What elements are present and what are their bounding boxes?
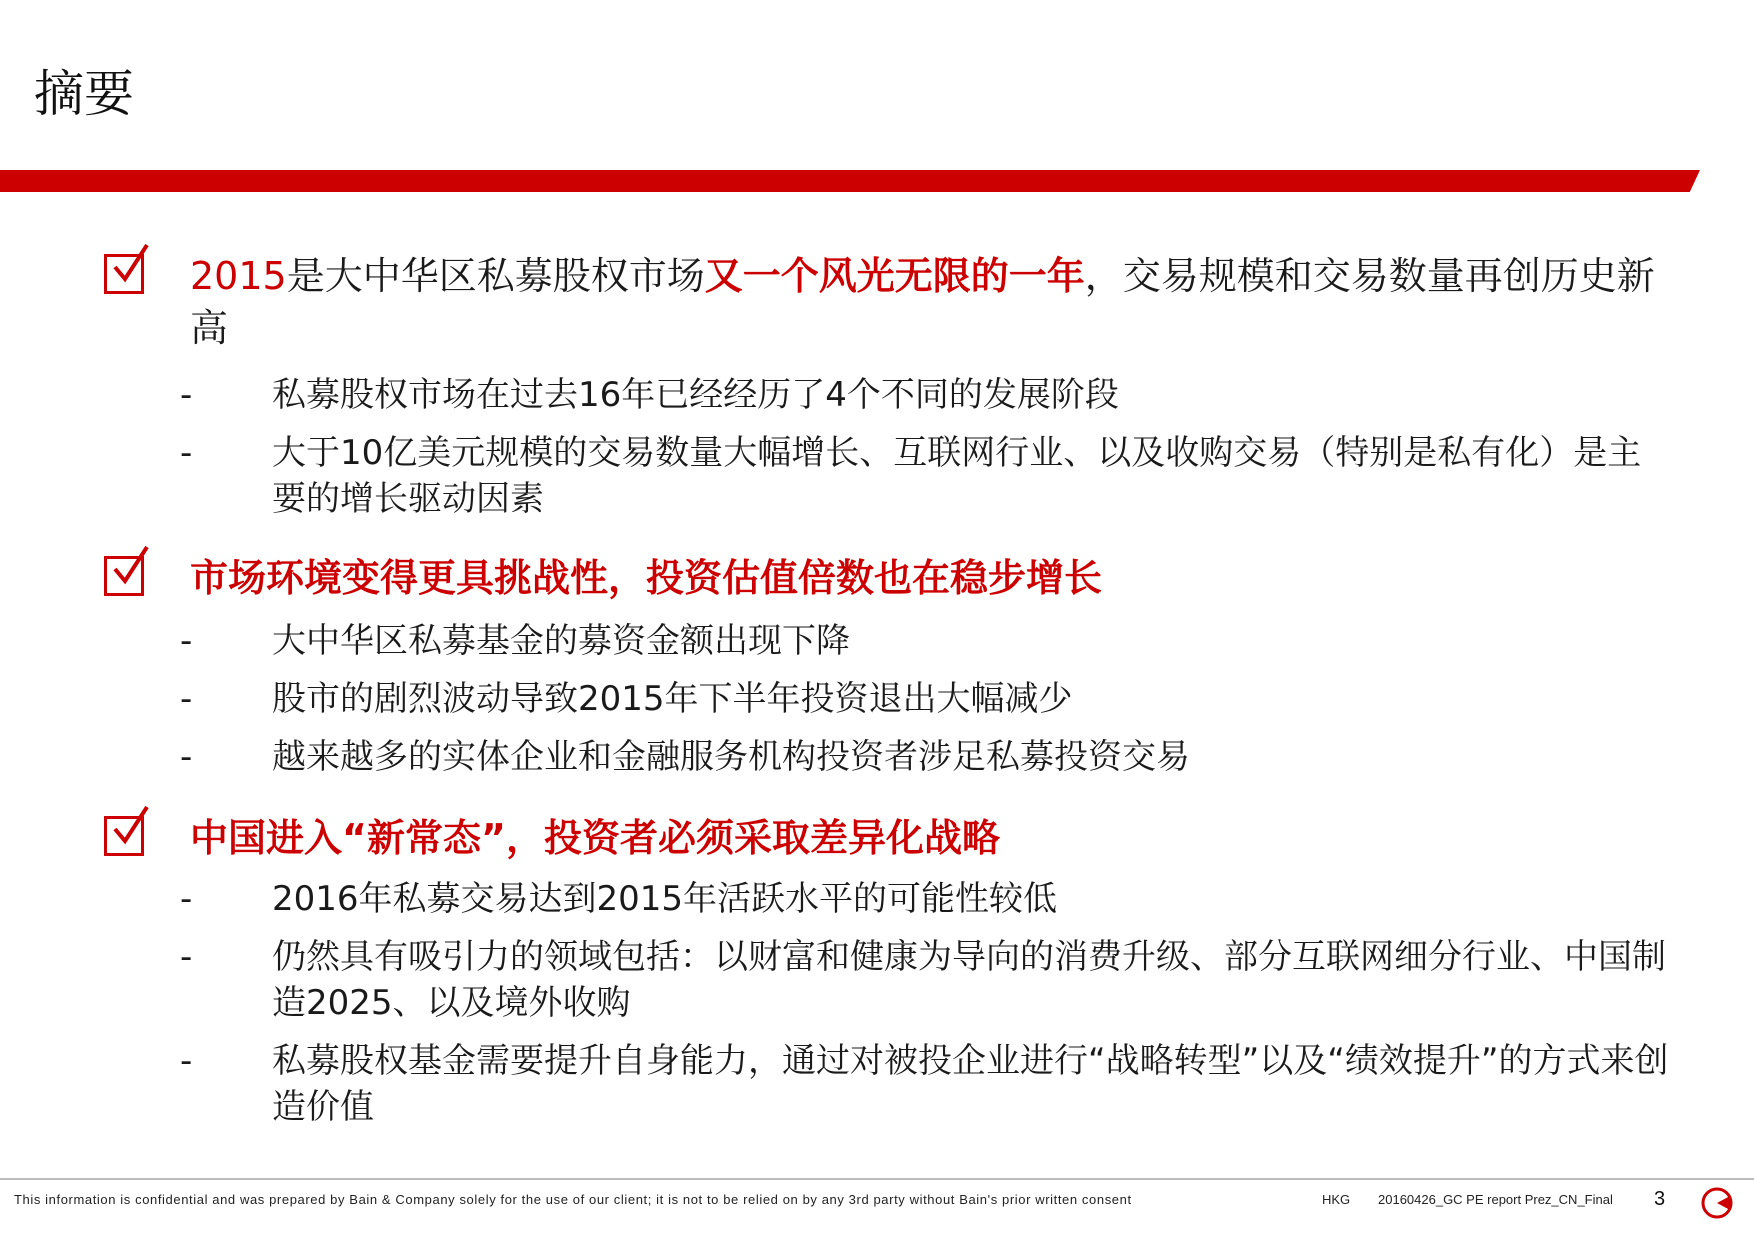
heading-text: ，交易规模和交易数量再创历史新高 <box>190 254 1655 350</box>
page-number: 3 <box>1654 1188 1666 1210</box>
heading-text: 是大中华区私募股权市场 <box>286 254 705 298</box>
bullet-text: 股市的剧烈波动导致2015年下半年投资退出大幅减少 <box>272 679 1073 719</box>
bullet-text: 2016年私募交易达到2015年活跃水平的可能性较低 <box>272 879 1058 919</box>
bain-logo-icon <box>1700 1186 1734 1220</box>
heading-year: 2015 <box>190 254 287 298</box>
section-heading: 市场环境变得更具挑战性，投资估值倍数也在稳步增长 <box>190 556 1103 600</box>
bullet-dash: - <box>180 1041 193 1081</box>
checked-box-icon <box>104 556 144 596</box>
section-heading <box>190 250 1670 354</box>
bullet-dash: - <box>180 937 193 977</box>
section-heading: 中国进入“新常态”，投资者必须采取差异化战略 <box>190 816 1000 860</box>
bullet-text: 越来越多的实体企业和金融服务机构投资者涉足私募投资交易 <box>272 737 1190 777</box>
bullet-text: 仍然具有吸引力的领域包括：以财富和健康为导向的消费升级、部分互联网细分行业、中国制造2025、以及境外收购 <box>272 937 1666 1023</box>
bullet-text: 私募股权基金需要提升自身能力，通过对被投企业进行“战略转型”以及“绩效提升”的方式来创造价值 <box>272 1041 1669 1127</box>
footer-divider <box>0 1178 1754 1180</box>
checked-box-icon <box>104 254 144 294</box>
checked-box-icon <box>104 816 144 856</box>
bullet-text: 大中华区私募基金的募资金额出现下降 <box>272 621 850 661</box>
bullet-text: 大于10亿美元规模的交易数量大幅增长、互联网行业、以及收购交易（特别是私有化）是主要的增长驱动因素 <box>272 433 1642 519</box>
bullet-dash: - <box>180 433 193 473</box>
footer-office-code: HKG <box>1322 1192 1351 1207</box>
bullet-dash: - <box>180 737 193 777</box>
bullet-text: 私募股权市场在过去16年已经经历了4个不同的发展阶段 <box>272 375 1119 415</box>
title-divider-bar <box>0 170 1700 192</box>
bullet-dash: - <box>180 879 193 919</box>
page-title: 摘要 <box>34 65 134 123</box>
bullet-dash: - <box>180 679 193 719</box>
bullet-dash: - <box>180 375 193 415</box>
footer-disclaimer: This information is confidential and was prepared by Bain & Company solely for the use of our client; it is not to be relied on by any 3rd party without Bain's prior written consent <box>14 1192 1132 1207</box>
bullet-dash: - <box>180 621 193 661</box>
footer-filename: 20160426_GC PE report Prez_CN_Final <box>1378 1192 1613 1207</box>
heading-highlight: 又一个风光无限的一年 <box>704 254 1085 298</box>
